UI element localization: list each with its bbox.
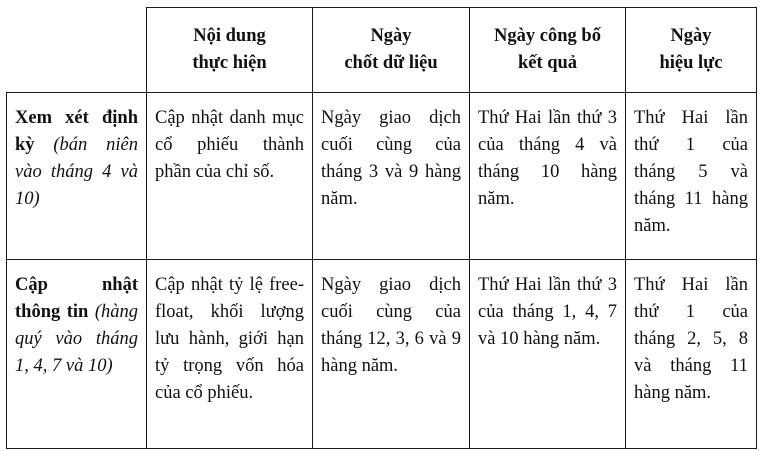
header-effective: Ngày hiệu lực <box>626 8 757 93</box>
content-cell: Cập nhật tỷ lệ free-float, khối lượng lưu hành, giới hạn tỷ trọng vốn hóa của cổ phiếu. <box>147 260 313 449</box>
header-content: Nội dung thực hiện <box>147 8 313 93</box>
announcement-cell: Thứ Hai lần thứ 3 của tháng 1, 4, 7 và 10 hàng năm. <box>470 260 626 449</box>
header-blank-cell <box>7 8 147 93</box>
data-cutoff-cell: Ngày giao dịch cuối cùng của tháng 3 và 9 hàng năm. <box>313 93 470 260</box>
header-announcement: Ngày công bố kết quả <box>470 8 626 93</box>
row-label-cell <box>7 260 147 449</box>
data-cutoff-cell: Ngày giao dịch cuối cùng của tháng 12, 3, 6 và 9 hàng năm. <box>313 260 470 449</box>
effective-cell: Thứ Hai lần thứ 1 của tháng 5 và tháng 11 hàng năm. <box>626 93 757 260</box>
index-review-schedule-table <box>6 7 757 449</box>
table-header-row <box>7 8 757 93</box>
table-row <box>7 260 757 449</box>
effective-cell: Thứ Hai lần thứ 1 của tháng 2, 5, 8 và tháng 11 hàng năm. <box>626 260 757 449</box>
table-row <box>7 93 757 260</box>
row-label: Cập nhật thông tin <box>15 275 138 322</box>
header-data-cutoff: Ngày chốt dữ liệu <box>313 8 470 93</box>
content-cell: Cập nhật danh mục cổ phiếu thành phần của chỉ số. <box>147 93 313 260</box>
announcement-cell: Thứ Hai lần thứ 3 của tháng 4 và tháng 10 hàng năm. <box>470 93 626 260</box>
row-label-note: (bán niên vào tháng 4 và 10) <box>15 135 138 209</box>
row-label-note: (hàng quý vào tháng 1, 4, 7 và 10) <box>15 302 138 376</box>
row-label: Xem xét định kỳ <box>15 108 138 155</box>
row-label-cell <box>7 93 147 260</box>
